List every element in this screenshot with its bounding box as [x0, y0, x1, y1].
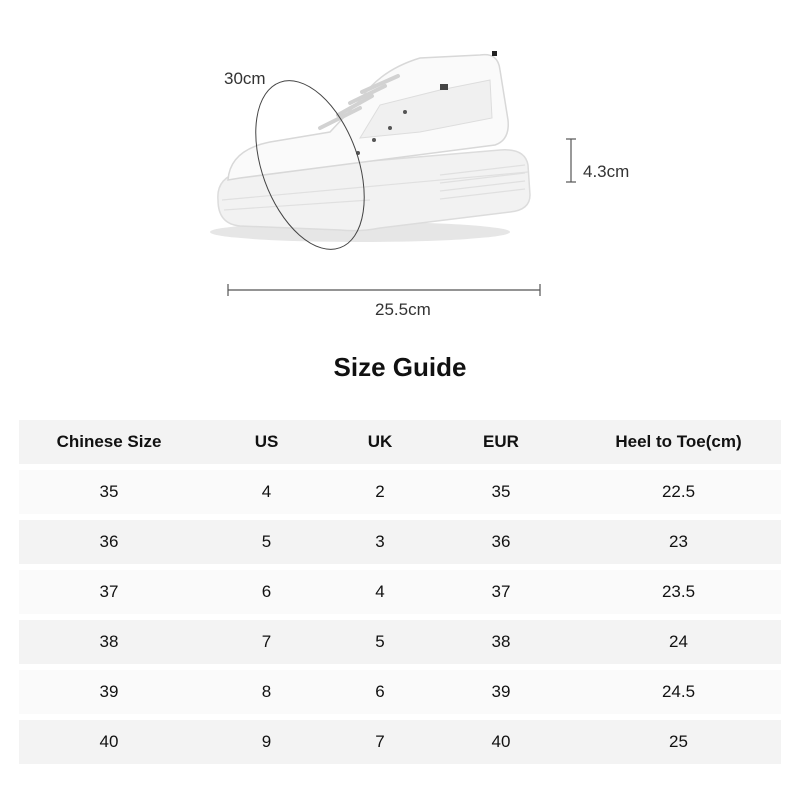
sneaker-image — [0, 0, 800, 340]
cell-eur: 40 — [491, 732, 511, 751]
header-eur: EUR — [483, 432, 519, 451]
cell-chinese-size: 36 — [99, 532, 119, 551]
cell-us: 4 — [261, 482, 272, 501]
table-row — [19, 570, 781, 614]
cell-eur: 39 — [491, 682, 511, 701]
table-row — [19, 520, 781, 564]
header-heel-to-toe: Heel to Toe(cm) — [615, 432, 742, 451]
cell-us: 6 — [261, 582, 272, 601]
cell-heel-to-toe: 24 — [669, 632, 688, 651]
cell-eur: 36 — [491, 532, 511, 551]
cell-us: 7 — [261, 632, 272, 651]
cell-chinese-size: 38 — [99, 632, 119, 651]
cell-heel-to-toe: 25 — [669, 732, 688, 751]
table-row — [19, 470, 781, 514]
cell-uk: 7 — [375, 732, 385, 751]
page-title: Size Guide — [333, 352, 467, 382]
header-us: US — [254, 432, 279, 451]
size-table — [19, 420, 781, 770]
cell-heel-to-toe: 24.5 — [661, 682, 696, 701]
cell-heel-to-toe: 22.5 — [661, 482, 696, 501]
table-row — [19, 720, 781, 764]
table-row — [19, 670, 781, 714]
cell-uk: 2 — [375, 482, 385, 501]
header-uk: UK — [367, 432, 393, 451]
cell-uk: 6 — [375, 682, 385, 701]
cell-eur: 35 — [491, 482, 511, 501]
table-header-row — [19, 420, 781, 464]
cell-us: 9 — [261, 732, 272, 751]
cell-chinese-size: 37 — [99, 582, 119, 601]
cell-us: 8 — [261, 682, 272, 701]
cell-us: 5 — [261, 532, 272, 551]
circumference-label: 30cm — [224, 69, 266, 88]
heel-height-label: 4.3cm — [583, 162, 630, 181]
length-label: 25.5cm — [375, 300, 431, 319]
header-chinese-size: Chinese Size — [56, 432, 162, 451]
cell-heel-to-toe: 23.5 — [661, 582, 696, 601]
cell-chinese-size: 40 — [99, 732, 119, 751]
cell-uk: 3 — [375, 532, 385, 551]
cell-uk: 4 — [375, 582, 385, 601]
cell-chinese-size: 39 — [99, 682, 119, 701]
cell-eur: 37 — [491, 582, 511, 601]
product-illustration — [0, 0, 800, 340]
cell-uk: 5 — [375, 632, 385, 651]
cell-heel-to-toe: 23 — [669, 532, 688, 551]
table-row — [19, 620, 781, 664]
cell-eur: 38 — [491, 632, 511, 651]
cell-chinese-size: 35 — [99, 482, 119, 501]
